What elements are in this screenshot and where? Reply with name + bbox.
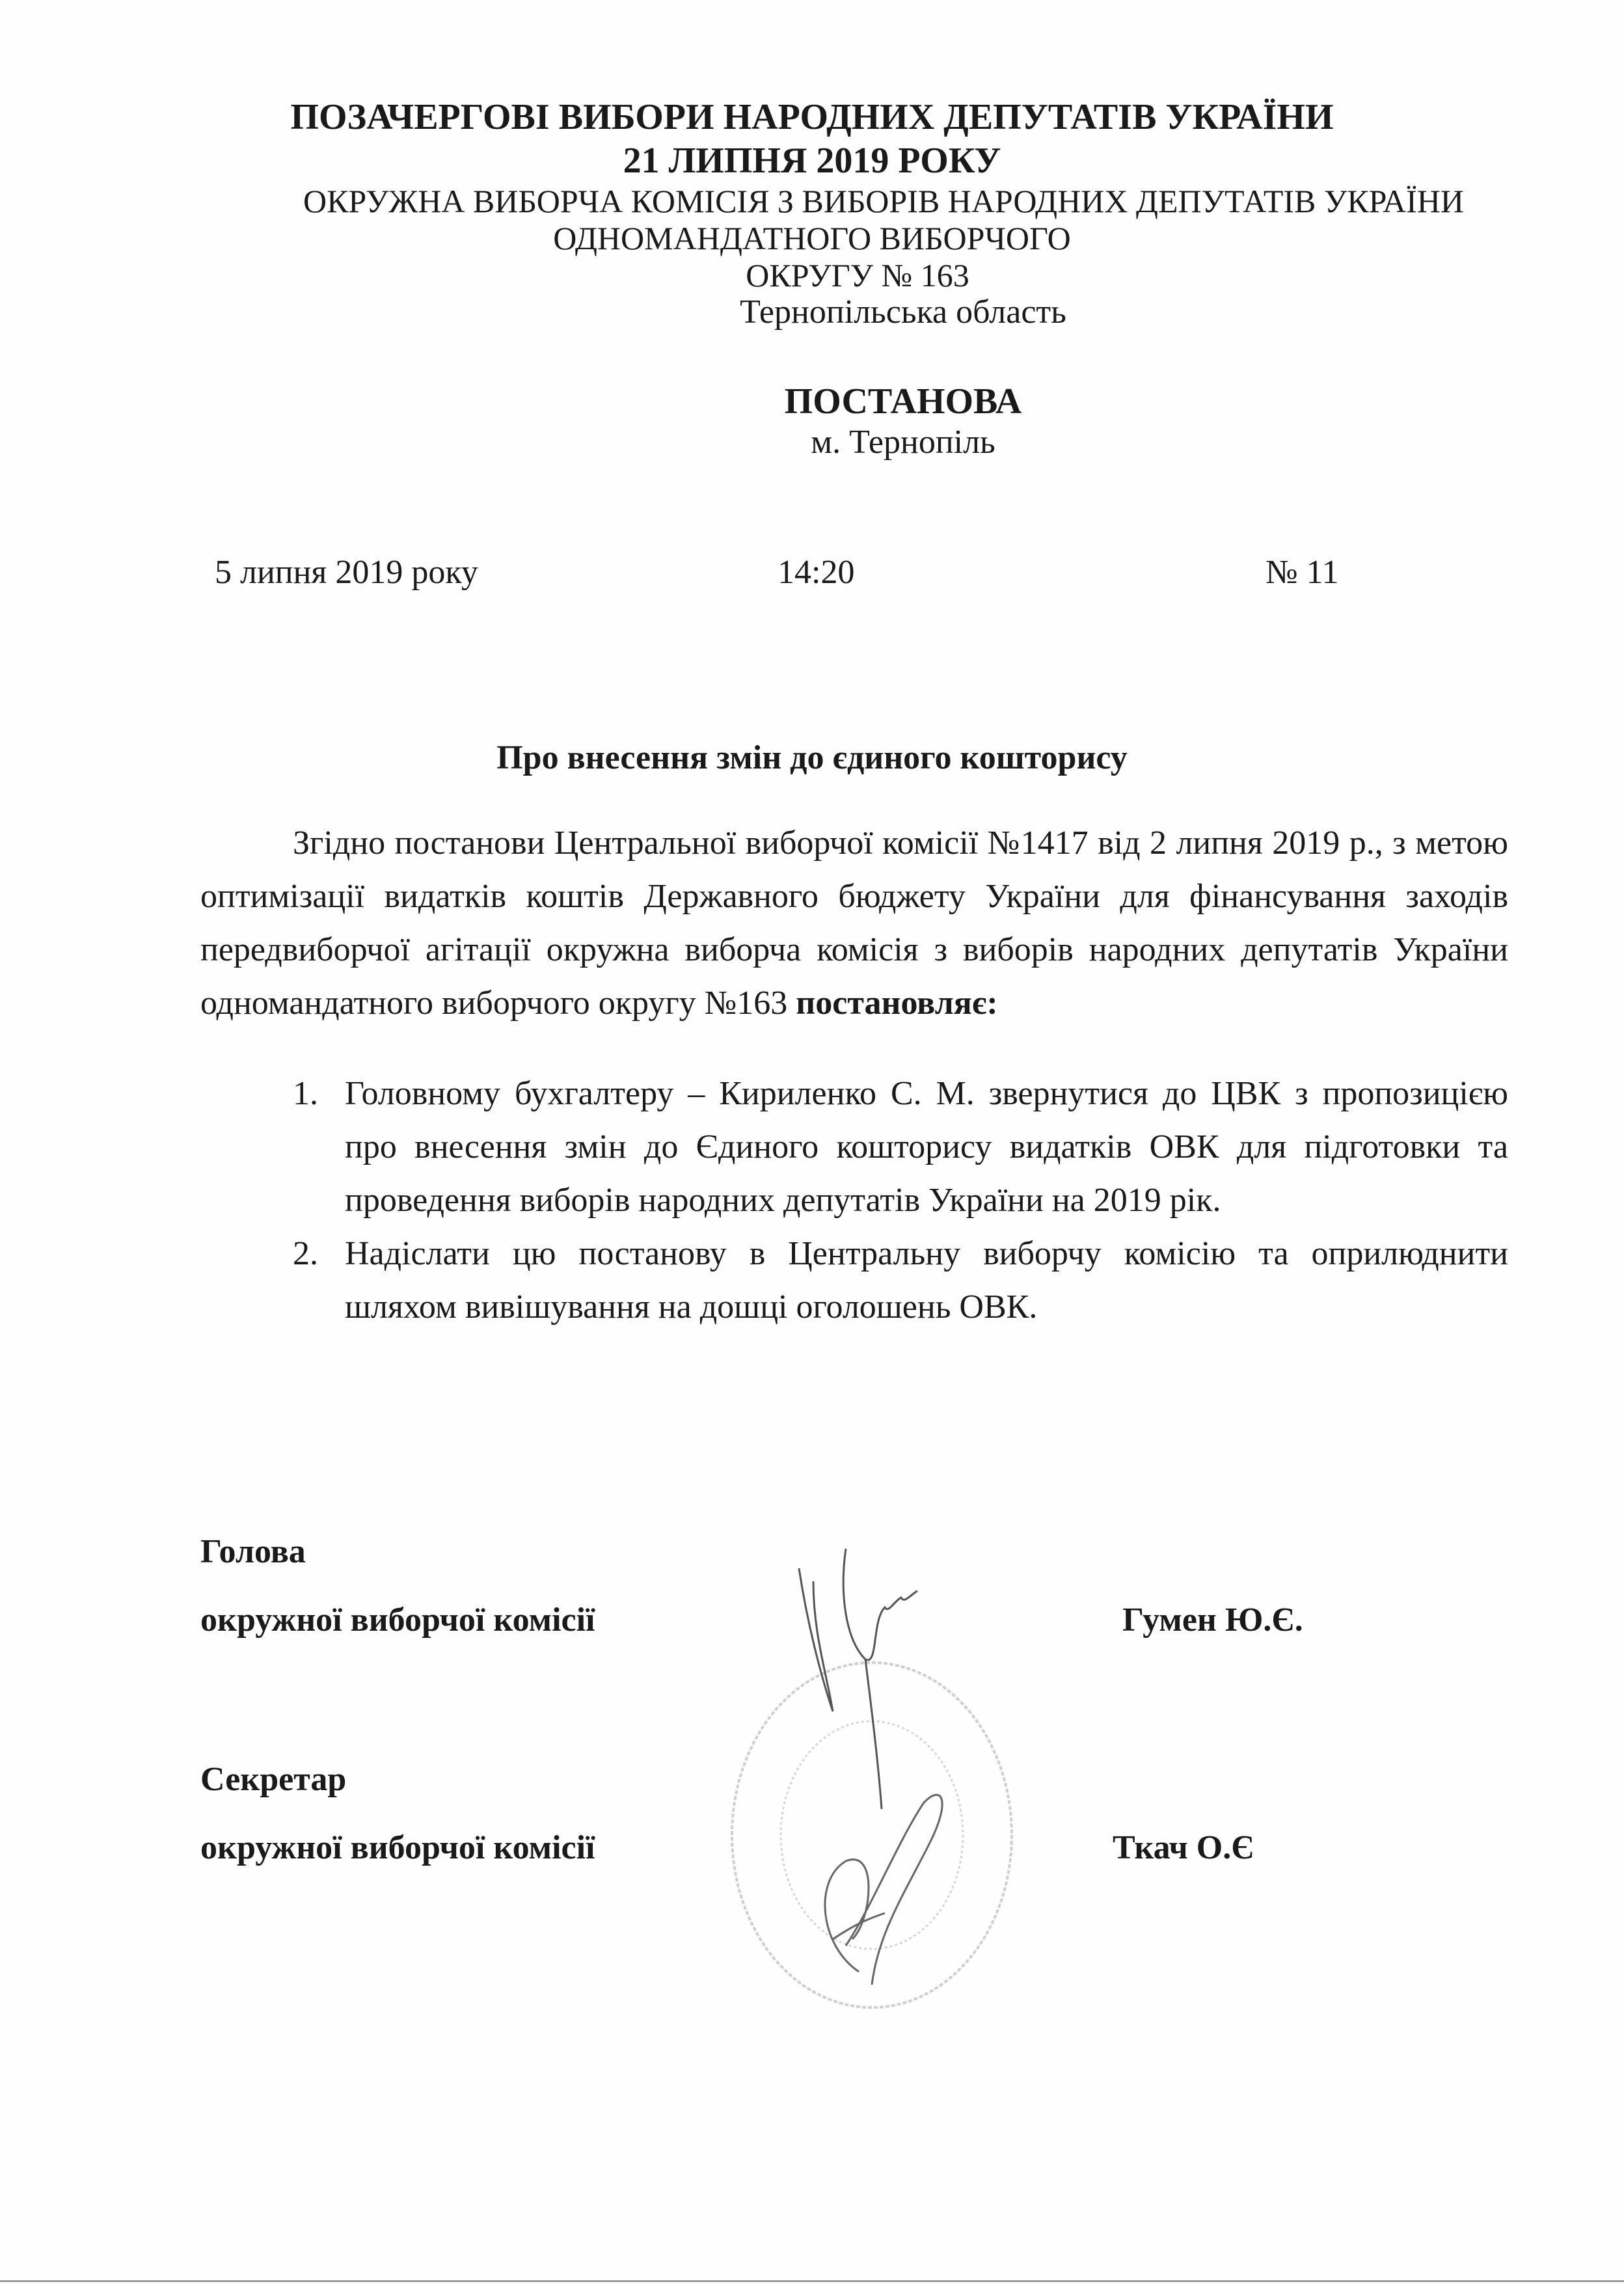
preamble xyxy=(200,817,1508,1030)
commission-line-3: ОКРУГУ № 163 xyxy=(746,257,969,293)
election-date: 21 ЛИПНЯ 2019 РОКУ xyxy=(623,141,1001,181)
resolution-item xyxy=(260,1067,1508,1227)
resolution-items xyxy=(260,1067,1508,1334)
document-subject: Про внесення змін до єдиного кошторису xyxy=(496,739,1128,776)
region: Тернопільська область xyxy=(740,293,1066,331)
chair-title: Голова xyxy=(200,1533,306,1570)
document-time: 14:20 xyxy=(778,554,855,591)
resolves-label: постановляє: xyxy=(796,985,998,1022)
election-title: ПОЗАЧЕРГОВІ ВИБОРИ НАРОДНИХ ДЕПУТАТІВ УКРАЇНИ xyxy=(290,97,1334,137)
resolution-item xyxy=(260,1227,1508,1334)
secretary-signature xyxy=(807,1776,963,1985)
document-city: м. Тернопіль xyxy=(811,424,995,461)
secretary-title: Секретар xyxy=(200,1761,347,1798)
item-text: Надіслати цю постанову в Центральну виборчу комісію та оприлюднити шляхом вивішування на дошці оголошень ОВК. xyxy=(345,1235,1508,1326)
item-text: Головному бухгалтеру – Кириленко С. М. звернутися до ЦВК з пропозицією про внесення змін до Єдиного кошторису видатків ОВК для підготовки та проведення виборів народних депутатів України на 2019 рік. xyxy=(345,1075,1508,1219)
item-number: 2. xyxy=(293,1235,318,1272)
preamble-text: Згідно постанови Центральної виборчої комісії №1417 від 2 липня 2019 р., з метою оптимізації видатків коштів Державного бюджету України для фінансування заходів передвиборчої агітації окружна виборча комісія з виборів народних депутатів України одномандатного виборчого округу №163 xyxy=(200,824,1508,1022)
chair-signature xyxy=(774,1542,937,1816)
document-number: № 11 xyxy=(1265,554,1339,591)
item-number: 1. xyxy=(293,1075,318,1112)
chair-name: Гумен Ю.Є. xyxy=(1122,1601,1303,1639)
signature-stroke xyxy=(825,1795,942,1985)
secretary-name: Ткач О.Є xyxy=(1113,1829,1254,1866)
document-date: 5 липня 2019 року xyxy=(215,554,478,591)
commission-line-2: ОДНОМАНДАТНОГО ВИБОРЧОГО xyxy=(553,220,1071,256)
chair-title-commission: окружної виборчої комісії xyxy=(200,1601,595,1639)
page-bottom-edge xyxy=(0,2280,1624,2282)
signature-stroke xyxy=(799,1549,917,1809)
secretary-title-commission: окружної виборчої комісії xyxy=(200,1829,595,1866)
commission-line-1: ОКРУЖНА ВИБОРЧА КОМІСІЯ З ВИБОРІВ НАРОДНИХ ДЕПУТАТІВ УКРАЇНИ xyxy=(303,183,1465,219)
document-type: ПОСТАНОВА xyxy=(784,381,1022,422)
